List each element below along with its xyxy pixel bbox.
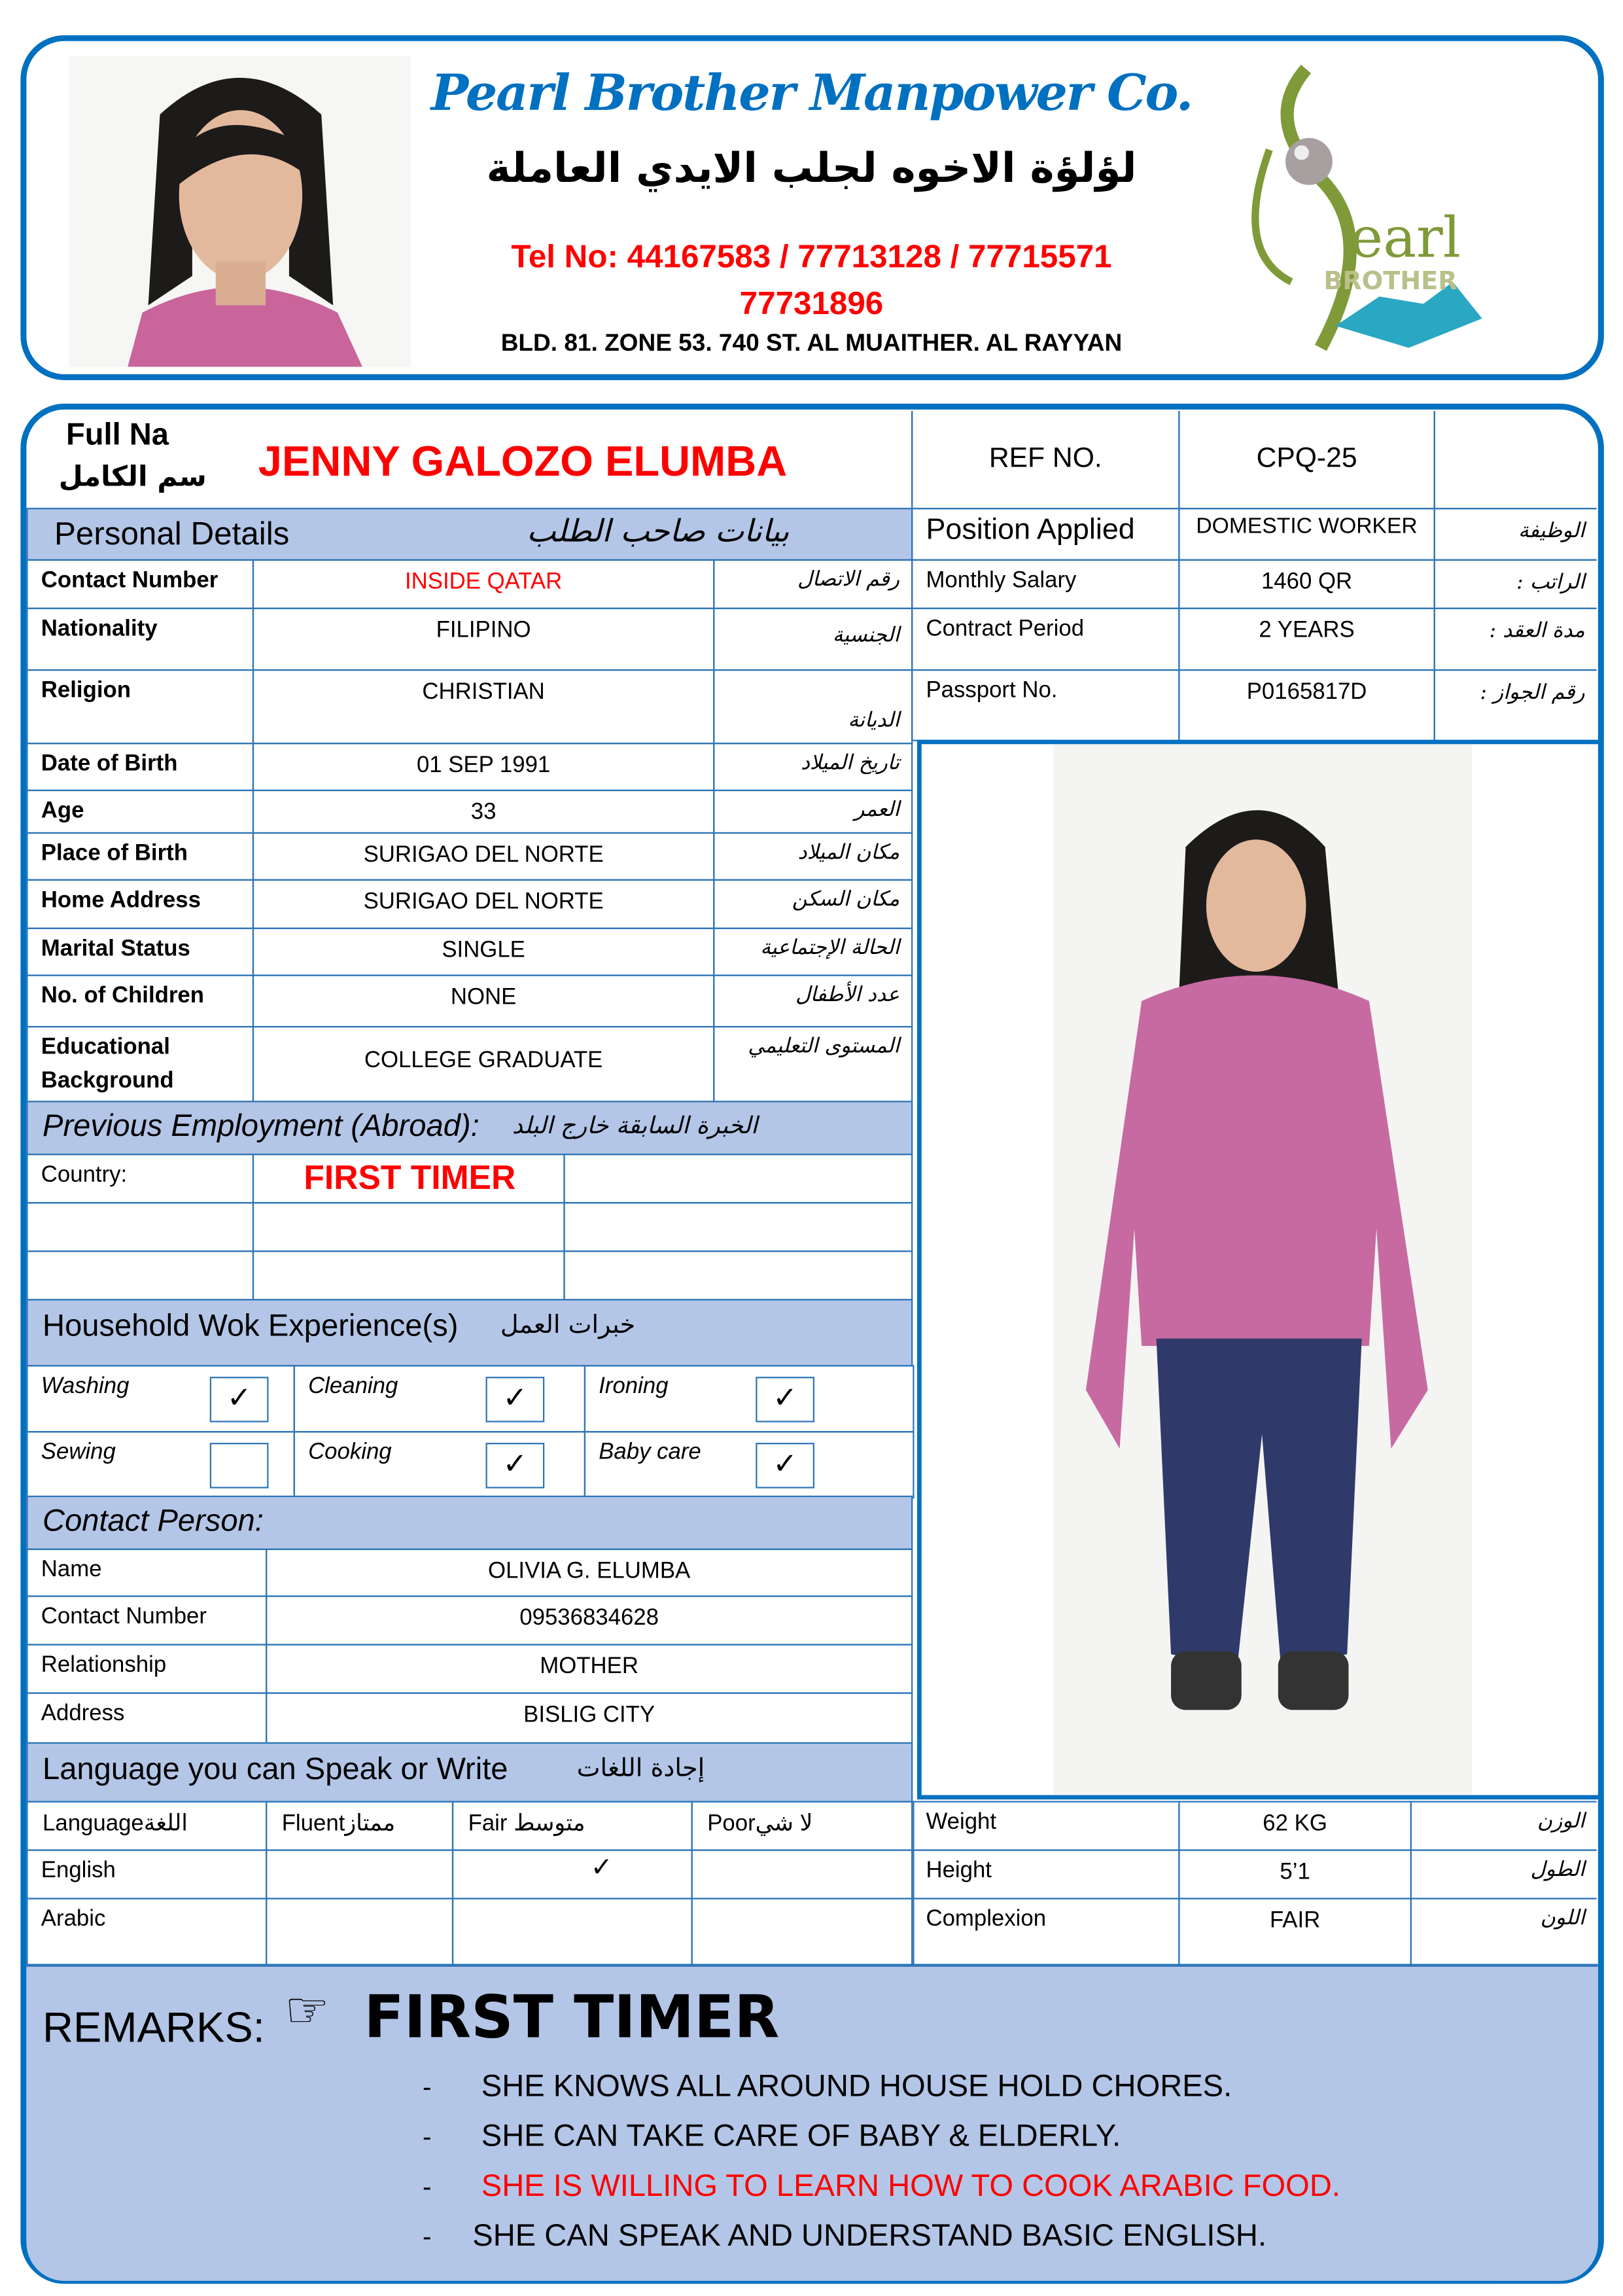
field-value: P0165817D bbox=[1246, 679, 1367, 705]
language-column-header bbox=[691, 1801, 915, 1850]
contact-person-value bbox=[266, 1549, 913, 1597]
job-row-value bbox=[1178, 559, 1435, 609]
personal-row-arabic bbox=[713, 928, 913, 976]
personal-row-label bbox=[26, 974, 254, 1027]
previous-employment-header: Previous Employment (Abroad): الخبرة السابقة خارج البلد bbox=[26, 1101, 913, 1155]
field-label: Relationship bbox=[41, 1652, 167, 1678]
personal-row-label bbox=[26, 879, 254, 929]
language-cell-poor bbox=[691, 1898, 915, 1965]
company-address: BLD. 81. ZONE 53. 740 ST. AL MUAITHER. AL RAYYAN bbox=[500, 330, 1123, 357]
job-row-value bbox=[1178, 508, 1435, 561]
field-label-ar: مكان السكن bbox=[792, 888, 900, 912]
physical-value bbox=[1178, 1801, 1412, 1850]
ref-label-cell: REF NO. bbox=[911, 411, 1180, 509]
empty-cell bbox=[563, 1250, 913, 1300]
language-column-header bbox=[26, 1801, 267, 1850]
field-label-ar: الوزن bbox=[1537, 1809, 1585, 1833]
language-cell-lang bbox=[26, 1898, 267, 1965]
field-label: Place of Birth bbox=[41, 841, 188, 866]
field-label-ar: الجنسية bbox=[832, 624, 900, 648]
physical-label bbox=[911, 1849, 1180, 1899]
field-label: Monthly Salary bbox=[926, 568, 1077, 593]
applicant-full-body-photo bbox=[917, 740, 1603, 1800]
remarks-headline: FIRST TIMER bbox=[364, 1984, 780, 2052]
column-header: Fair متوسط bbox=[468, 1811, 585, 1837]
field-label-ar: مكان الميلاد bbox=[797, 841, 900, 865]
field-label: Complexion bbox=[926, 1906, 1047, 1932]
physical-value bbox=[1178, 1849, 1412, 1899]
empty-cell bbox=[26, 1250, 254, 1300]
remark-item: SHE CAN SPEAK AND UNDERSTAND BASIC ENGLISH. bbox=[472, 2219, 1267, 2253]
field-label: Age bbox=[41, 798, 84, 824]
contact-person-value bbox=[266, 1644, 913, 1693]
job-row-label bbox=[911, 669, 1180, 741]
job-row-arabic bbox=[1434, 669, 1597, 741]
physical-label bbox=[911, 1801, 1180, 1850]
household-item-cooking bbox=[294, 1431, 585, 1498]
personal-row-value bbox=[253, 669, 715, 744]
ref-empty-cell bbox=[1434, 411, 1597, 509]
field-value: 33 bbox=[470, 800, 497, 825]
household-experience-header: Household Wok Experience(s) خبرات العمل bbox=[26, 1299, 913, 1366]
field-value: 2 YEARS bbox=[1259, 618, 1355, 643]
household-item-label: Cooking bbox=[308, 1439, 392, 1465]
field-label-ar: عدد الأطفال bbox=[795, 983, 900, 1007]
job-row-arabic bbox=[1434, 559, 1597, 609]
checkbox[interactable]: ✓ bbox=[485, 1377, 544, 1422]
bullet-dash: - bbox=[423, 2172, 432, 2202]
field-label-ar: الديانة bbox=[848, 709, 900, 733]
language-column-header bbox=[452, 1801, 693, 1850]
field-value: 1460 QR bbox=[1261, 569, 1353, 595]
checkbox[interactable]: ✓ bbox=[485, 1443, 544, 1489]
empty-cell bbox=[26, 1202, 254, 1252]
household-item-sewing bbox=[26, 1431, 295, 1498]
field-label-ar: الطول bbox=[1530, 1858, 1585, 1882]
field-label: Name bbox=[41, 1557, 102, 1583]
field-label: Address bbox=[41, 1701, 125, 1727]
checkbox[interactable]: ✓ bbox=[756, 1443, 814, 1489]
telephone-numbers: Tel No: 44167583 / 77713128 / 77715571 bbox=[511, 238, 1112, 275]
physical-arabic bbox=[1410, 1898, 1597, 1965]
household-item-label: Sewing bbox=[41, 1439, 116, 1465]
household-item-label: Cleaning bbox=[308, 1373, 398, 1399]
field-label: Educational bbox=[41, 1034, 170, 1060]
company-name-en: Pearl Brother Manpower Co. bbox=[430, 64, 1193, 124]
ref-value-cell: CPQ-25 bbox=[1178, 411, 1435, 509]
personal-row-arabic bbox=[713, 832, 913, 881]
personal-row-value bbox=[253, 928, 715, 976]
full-name-value: JENNY GALOZO ELUMBA bbox=[258, 438, 788, 486]
contact-person-label bbox=[26, 1692, 267, 1745]
company-logo: earl BROTHER bbox=[1232, 62, 1526, 355]
physical-label bbox=[911, 1898, 1180, 1965]
checkbox[interactable]: ✓ bbox=[756, 1377, 814, 1422]
field-label-ar: رقم الاتصال bbox=[797, 568, 900, 592]
field-label: Date of Birth bbox=[41, 751, 178, 777]
company-name-ar: لؤلؤة الاخوه لجلب الايدي العاملة bbox=[486, 143, 1137, 192]
country-label-cell: Country: bbox=[26, 1154, 254, 1203]
remarks-section: REMARKS: ☞ FIRST TIMER - SHE KNOWS ALL AROUND HOUSE HOLD CHORES. - SHE CAN TAKE CARE OF BABY & ELDERLY. - SHE IS WILLING TO LEARN HOW TO COOK ARABIC FOOD. - SHE CAN SPEAK AND UNDERSTAND BASIC ENGLISH. bbox=[26, 1964, 1597, 2281]
personal-row-value bbox=[253, 608, 715, 671]
personal-row-value bbox=[253, 879, 715, 929]
physical-arabic bbox=[1410, 1849, 1597, 1899]
personal-row-label bbox=[26, 743, 254, 791]
field-value: COLLEGE GRADUATE bbox=[364, 1048, 603, 1073]
personal-row-value bbox=[253, 832, 715, 881]
personal-row-arabic bbox=[713, 559, 913, 609]
personal-row-arabic bbox=[713, 669, 913, 744]
field-label: Nationality bbox=[41, 616, 158, 642]
household-item-label: Washing bbox=[41, 1373, 130, 1399]
personal-row-value bbox=[253, 974, 715, 1027]
field-label: Weight bbox=[926, 1809, 997, 1835]
field-label-ar: الحالة الإجتماعية bbox=[760, 936, 900, 961]
field-value: FAIR bbox=[1269, 1908, 1321, 1934]
column-header: Languageاللغة bbox=[43, 1811, 188, 1837]
telephone-number-2: 77731896 bbox=[739, 285, 884, 322]
personal-row-value bbox=[253, 790, 715, 834]
bullet-dash: - bbox=[423, 2072, 432, 2102]
physical-arabic bbox=[1410, 1801, 1597, 1850]
checkbox[interactable]: ✓ bbox=[210, 1377, 269, 1422]
household-item-label: Ironing bbox=[599, 1373, 669, 1399]
contact-person-label bbox=[26, 1549, 267, 1597]
field-label: Marital Status bbox=[41, 936, 190, 962]
personal-row-arabic bbox=[713, 743, 913, 791]
empty-cell bbox=[253, 1250, 565, 1300]
household-item-cleaning bbox=[294, 1365, 585, 1432]
job-row-arabic bbox=[1434, 508, 1597, 561]
checkbox[interactable] bbox=[210, 1443, 269, 1489]
empty-cell bbox=[563, 1202, 913, 1252]
personal-row-label bbox=[26, 1026, 254, 1103]
pointing-hand-icon: ☞ bbox=[285, 1981, 330, 2041]
field-value: 09536834628 bbox=[519, 1606, 659, 1631]
personal-row-label bbox=[26, 669, 254, 744]
field-value: INSIDE QATAR bbox=[405, 569, 563, 595]
remark-item: SHE KNOWS ALL AROUND HOUSE HOLD CHORES. bbox=[481, 2069, 1232, 2104]
field-label-ar: رقم الجواز : bbox=[1480, 680, 1585, 705]
field-value: 5’1 bbox=[1280, 1860, 1310, 1885]
field-label: No. of Children bbox=[41, 983, 204, 1009]
field-value: SURIGAO DEL NORTE bbox=[363, 842, 604, 868]
language-cell-poor bbox=[691, 1849, 915, 1899]
empty-cell bbox=[253, 1202, 565, 1252]
language-name: English bbox=[41, 1858, 116, 1884]
personal-row-arabic bbox=[713, 879, 913, 929]
field-label-ar: الوظيفة bbox=[1518, 520, 1585, 543]
field-value: FILIPINO bbox=[436, 618, 531, 643]
language-cell-fluent bbox=[266, 1849, 453, 1899]
household-item-baby-care bbox=[584, 1431, 915, 1498]
field-value: BISLIG CITY bbox=[523, 1703, 655, 1728]
job-row-value bbox=[1178, 608, 1435, 671]
field-value: 62 KG bbox=[1263, 1811, 1327, 1837]
language-cell-lang bbox=[26, 1849, 267, 1899]
personal-row-label bbox=[26, 832, 254, 881]
field-value: SURIGAO DEL NORTE bbox=[363, 889, 604, 915]
empty-cell bbox=[563, 1154, 913, 1203]
field-label: Religion bbox=[41, 678, 131, 703]
personal-row-value bbox=[253, 1026, 715, 1103]
language-header: Language you can Speak or Write إجادة اللغات bbox=[26, 1742, 913, 1803]
job-row-label bbox=[911, 508, 1180, 561]
bullet-dash: - bbox=[423, 2122, 432, 2152]
job-row-arabic bbox=[1434, 608, 1597, 671]
field-value: 01 SEP 1991 bbox=[416, 752, 551, 778]
personal-row-label bbox=[26, 608, 254, 671]
field-label: Height bbox=[926, 1858, 992, 1884]
field-label: Background bbox=[41, 1069, 174, 1094]
household-item-washing bbox=[26, 1365, 295, 1432]
contact-person-value bbox=[266, 1595, 913, 1645]
field-value: CHRISTIAN bbox=[422, 679, 545, 705]
country-value-cell: FIRST TIMER bbox=[253, 1154, 565, 1203]
personal-row-label bbox=[26, 790, 254, 834]
personal-row-value bbox=[253, 743, 715, 791]
personal-row-arabic bbox=[713, 790, 913, 834]
remark-item: SHE IS WILLING TO LEARN HOW TO COOK ARABIC FOOD. bbox=[481, 2169, 1340, 2204]
column-header: Fluentممتاز bbox=[281, 1811, 395, 1837]
contact-person-value bbox=[266, 1692, 913, 1745]
field-label: Contract Period bbox=[926, 616, 1085, 642]
job-row-label bbox=[911, 608, 1180, 671]
field-label-ar: اللون bbox=[1540, 1906, 1585, 1930]
personal-row-arabic bbox=[713, 608, 913, 671]
remark-item: SHE CAN TAKE CARE OF BABY & ELDERLY. bbox=[481, 2119, 1121, 2153]
field-value: MOTHER bbox=[540, 1654, 638, 1680]
personal-details-header: Personal Details بيانات صاحب الطلب bbox=[26, 508, 913, 561]
field-label-ar: تاريخ الميلاد bbox=[800, 751, 900, 775]
column-header: Poorلا شي bbox=[707, 1811, 813, 1837]
field-label-ar: المستوى التعليمي bbox=[748, 1034, 900, 1059]
physical-value bbox=[1178, 1898, 1412, 1965]
language-column-header bbox=[266, 1801, 453, 1850]
personal-row-arabic bbox=[713, 974, 913, 1027]
household-item-ironing bbox=[584, 1365, 915, 1432]
contact-person-label bbox=[26, 1595, 267, 1645]
personal-row-label bbox=[26, 928, 254, 976]
contact-person-header: Contact Person: bbox=[26, 1496, 913, 1550]
language-name: Arabic bbox=[41, 1906, 106, 1932]
field-value: DOMESTIC WORKER bbox=[1196, 514, 1418, 539]
field-value: OLIVIA G. ELUMBA bbox=[488, 1559, 691, 1584]
language-cell-fair bbox=[452, 1898, 693, 1965]
field-label: Passport No. bbox=[926, 678, 1058, 703]
proficiency-mark: ✓ bbox=[590, 1852, 613, 1882]
field-label: Contact Number bbox=[41, 568, 218, 593]
field-label-ar: الراتب : bbox=[1516, 571, 1585, 595]
field-label: Position Applied bbox=[926, 514, 1135, 546]
full-name-row: Full Na سم الكامل JENNY GALOZO ELUMBA bbox=[26, 411, 913, 509]
field-value: SINGLE bbox=[442, 938, 525, 963]
field-label: Contact Number bbox=[41, 1604, 207, 1629]
applicant-headshot bbox=[69, 56, 411, 367]
field-label: Home Address bbox=[41, 888, 201, 913]
household-item-label: Baby care bbox=[599, 1439, 701, 1465]
field-label-ar: العمر bbox=[854, 798, 900, 822]
personal-row-arabic bbox=[713, 1026, 913, 1103]
contact-person-label bbox=[26, 1644, 267, 1693]
personal-row-label bbox=[26, 559, 254, 609]
field-value: NONE bbox=[450, 985, 517, 1010]
language-cell-fluent bbox=[266, 1898, 453, 1965]
language-cell-fair bbox=[452, 1849, 693, 1899]
bullet-dash: - bbox=[423, 2222, 432, 2252]
personal-row-value bbox=[253, 559, 715, 609]
field-label-ar: مدة العقد : bbox=[1489, 619, 1585, 643]
job-row-label bbox=[911, 559, 1180, 609]
job-row-value bbox=[1178, 669, 1435, 741]
